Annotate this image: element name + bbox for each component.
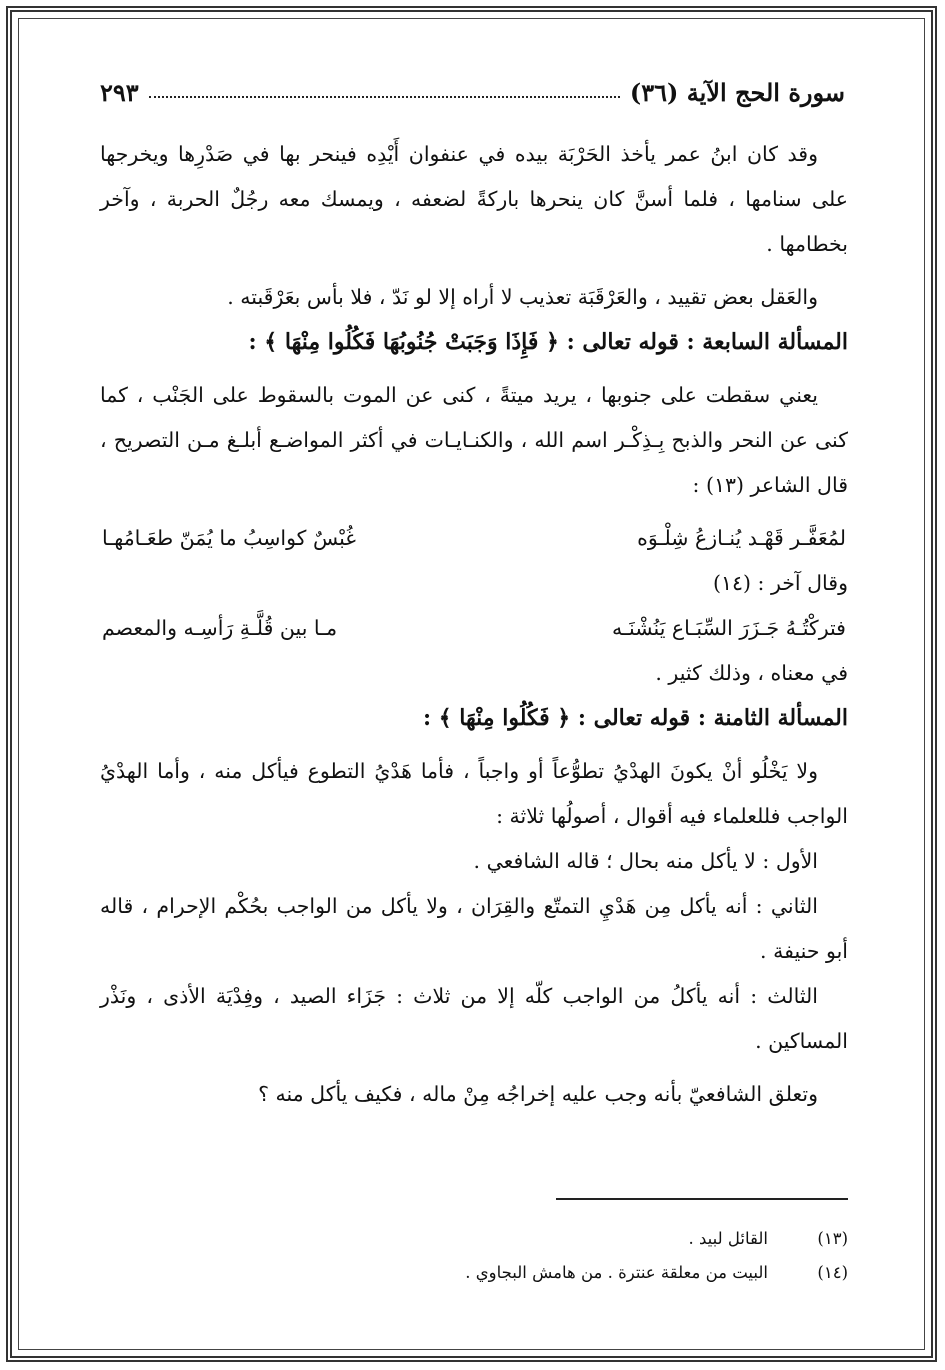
section-heading-8: المسألة الثامنة : قوله تعالى : ﴿ فَكُلُوا مِنْهَا ﴾ :	[422, 705, 848, 731]
running-header	[100, 72, 845, 112]
page-number: ٢٩٣	[100, 77, 139, 107]
paragraph: الثالث : أنه يأكلُ من الواجب كلّه إلا من ثلاث : جَزَاء الصيد ، وفِدْيَة الأذى ، ونَذْر المساكين .	[100, 984, 848, 1053]
paragraph: وقد كان ابنُ عمر يأخذ الحَرْبَة بيده في عنفوان أَيْدِه فينحر بها في صَدْرِها ويخرجها على سنامها ، فلما أسنَّ كان ينحرها باركةً لضعفه ، ويمسك معه رجُلٌ الحربة ، وآخر بخطامها .	[100, 142, 848, 256]
verse-second-hemistich: مـا بين قُلَّـةِ رَأسِـه والمعصم	[102, 616, 338, 640]
paragraph: يعني سقطت على جنوبها ، يريد ميتةً ، كنى عن الموت بالسقوط على الجَنْب ، كما كنى عن النحر والذبح بِـذِكْـر اسم الله ، والكنـايـات في أكثر المواضـع أبلـغ مـن التصريح ، قال الشاعر (١٣) :	[100, 383, 848, 497]
verse-second-hemistich: غُبْسٌ كواسِبُ ما يُمَنّ طعَـامُهـا	[102, 526, 356, 550]
header-dot-leader	[149, 86, 620, 98]
paragraph: الأول : لا يأكل منه بحال ؛ قاله الشافعي .	[473, 849, 818, 873]
footnote-number: (١٣)	[817, 1229, 848, 1248]
footnote-number: (١٤)	[817, 1263, 848, 1282]
poem-verse-1	[100, 516, 848, 561]
verse-first-hemistich: لمُعَفَّـر قَهْـد يُنـازعُ شِلْـوَه	[637, 526, 846, 550]
poem-verse-2	[100, 606, 848, 651]
verse-first-hemistich: فتركْتُـهُ جَـزَرَ السِّبَـاع يَنُشْنَـه	[612, 616, 846, 640]
section-heading-7: المسألة السابعة : قوله تعالى : ﴿ فَإِذَا وَجَبَتْ جُنُوبُهَا فَكُلُوا مِنْهَا ﴾ :	[248, 329, 848, 355]
paragraph: ولا يَخْلُو أنْ يكونَ الهدْيُ تطوُّعاً أو واجباً ، فأما هَدْيُ التطوع فيأكل منه ، وأما الهدْيُ الواجب فللعلماء فيه أقوال ، أصولُها ثلاثة :	[100, 759, 848, 828]
paragraph: في معناه ، وذلك كثير .	[655, 661, 848, 685]
footnote-13	[100, 1222, 848, 1256]
footnotes	[100, 1222, 848, 1290]
paragraph: وقال آخر : (١٤)	[712, 571, 848, 595]
footnote-separator	[556, 1198, 848, 1200]
footnote-text: البيت من معلقة عنترة . من هامش البجاوي .	[465, 1263, 768, 1282]
footnote-text: القائل لبيد .	[688, 1229, 768, 1248]
footnote-14	[100, 1256, 848, 1290]
paragraph: الثاني : أنه يأكل مِن هَدْيِ التمتّع والقِرَان ، ولا يأكل من الواجب بحُكْم الإحرام ، قاله أبو حنيفة .	[100, 894, 848, 963]
paragraph: وتعلق الشافعيّ بأنه وجب عليه إخراجُه مِنْ ماله ، فكيف يأكل منه ؟	[258, 1082, 818, 1106]
paragraph: والعَقل بعض تقييد ، والعَرْقَبَة تعذيب لا أراه إلا لو نَدّ ، فلا بأس بعَرْقَبته .	[227, 285, 818, 309]
header-title: سورة الحج الآية (٣٦)	[629, 77, 845, 107]
main-text	[100, 132, 848, 1117]
